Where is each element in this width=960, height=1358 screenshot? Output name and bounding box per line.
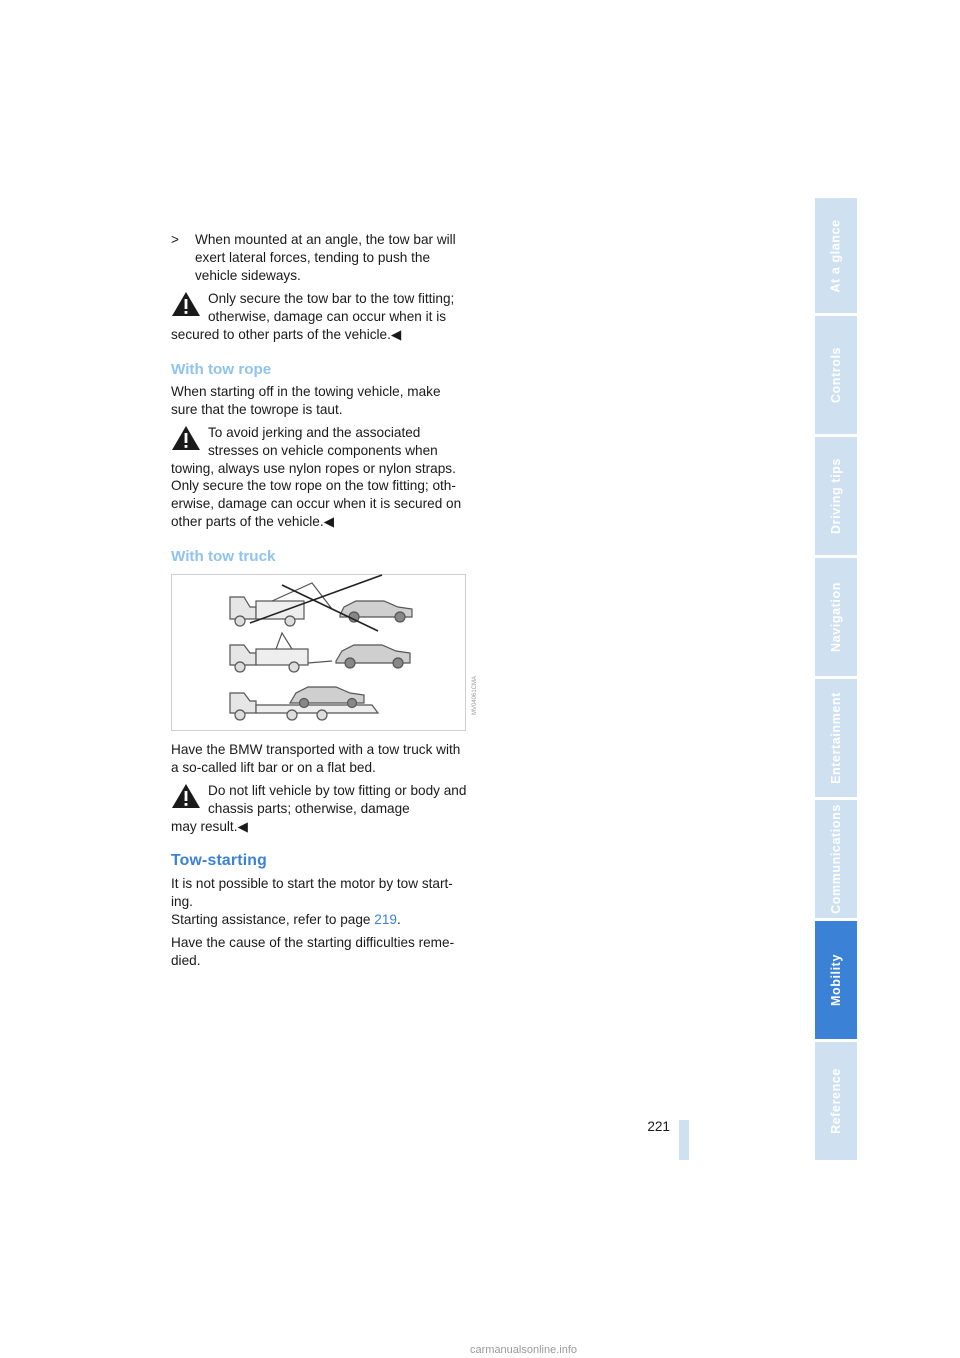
page-number-bar <box>679 1120 689 1160</box>
tab-label: Navigation <box>829 582 843 652</box>
tab-driving-tips[interactable] <box>815 437 857 555</box>
tab-label: At a glance <box>829 218 844 293</box>
warning-text-rest: may result.◀ <box>171 818 248 834</box>
tow-truck-text <box>171 741 467 777</box>
warning-text-rest: towing, always use nylon ropes or nylon straps. Only secure the tow rope on the tow fitting; oth-erwise, damage can occur when it is secured on other parts of the vehicle.◀ <box>171 460 462 529</box>
tow-truck-illustration <box>171 574 478 731</box>
tow-truck-paragraph: Have the BMW transported with a tow truck with a so-called lift bar or on a flat bed. <box>171 742 461 775</box>
tab-mobility[interactable] <box>815 921 857 1039</box>
ref-suffix: . <box>396 911 401 927</box>
warning-note-lift <box>171 782 467 835</box>
tow-starting-text3: Have the cause of the starting difficulties reme-died. <box>171 935 455 969</box>
bullet-marker: > <box>171 232 179 247</box>
warning-text-first: Do not lift vehicle by tow fitting or body and chassis parts; otherwise, damage <box>208 783 467 816</box>
heading-with-tow-truck: With tow truck <box>171 548 276 565</box>
tab-communications[interactable] <box>815 800 857 918</box>
heading-with-tow-rope: With tow rope <box>171 361 272 378</box>
ref-prefix: Starting assistance, refer to page <box>171 911 375 927</box>
tow-truck-drawing <box>172 575 478 730</box>
warning-triangle-icon <box>171 783 201 809</box>
tow-starting-text1: It is not possible to start the motor by tow start-ing. <box>171 876 453 909</box>
warning-text-rest: secured to other parts of the vehicle.◀ <box>171 326 402 342</box>
page-ref-link[interactable]: 219 <box>374 911 397 927</box>
warning-text-first: To avoid jerking and the associated stresses on vehicle components when <box>208 425 438 458</box>
tab-label: Communications <box>829 804 843 914</box>
figure-code: MV04061CMA <box>472 675 478 715</box>
tow-rope-intro-text: When starting off in the towing vehicle, make sure that the towrope is taut. <box>171 384 441 417</box>
warning-note-towbar <box>171 290 467 343</box>
tab-label: Driving tips <box>829 458 843 534</box>
warning-triangle-icon <box>171 291 201 317</box>
tow-rope-intro <box>171 383 467 419</box>
tab-controls[interactable] <box>815 316 857 434</box>
tab-at-a-glance[interactable] <box>815 198 857 313</box>
chapter-sidebar <box>815 198 857 1160</box>
heading-tow-starting: Tow-starting <box>171 852 268 869</box>
warning-text-first: Only secure the tow bar to the tow fitting; otherwise, damage can occur when it is <box>208 291 455 324</box>
tab-label: Mobility <box>829 953 843 1007</box>
bullet-text: When mounted at an angle, the tow bar will exert lateral forces, tending to push the vehicle sideways. <box>195 232 456 283</box>
warning-triangle-icon <box>171 425 201 451</box>
tab-label: Controls <box>829 346 843 404</box>
tow-starting-body <box>171 875 467 970</box>
tab-entertainment[interactable] <box>815 679 857 797</box>
page-number: 221 <box>647 1119 670 1134</box>
tab-navigation[interactable] <box>815 558 857 676</box>
bullet-item <box>171 231 467 284</box>
tab-reference[interactable] <box>815 1042 857 1160</box>
tow-starting-text2 <box>171 911 467 929</box>
warning-note-tow-rope <box>171 424 467 531</box>
tab-label: Entertainment <box>829 692 843 784</box>
watermark: carmanualsonline.info <box>470 1344 578 1356</box>
tab-label: Reference <box>829 1068 844 1134</box>
